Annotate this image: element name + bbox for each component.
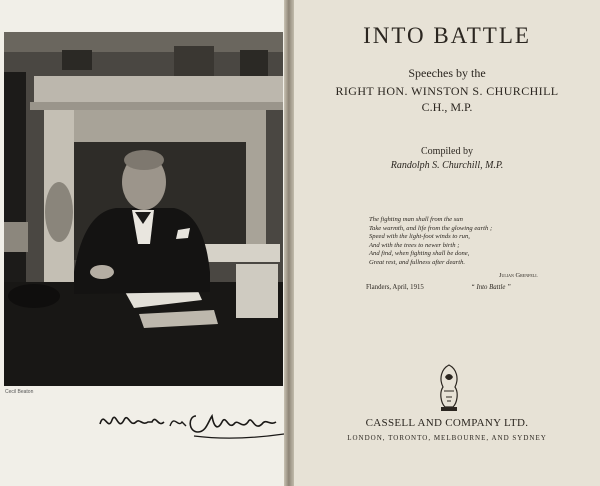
book-subtitle: Speeches by the	[408, 66, 486, 80]
poem-attribution: Julian Grenfell	[499, 272, 538, 279]
poem-source: “ Into Battle ”	[471, 284, 511, 291]
poem-line: Take warmth, and life from the glowing earth ;	[369, 224, 493, 232]
author-name: RIGHT HON. WINSTON S. CHURCHILL	[335, 84, 559, 98]
poem-line: The fighting man shall from the sun	[369, 216, 463, 223]
publisher-cities: LONDON, TORONTO, MELBOURNE, AND SYDNEY	[347, 434, 547, 442]
poem-dateline: Flanders, April, 1915	[366, 284, 424, 291]
compiler-name: Randolph S. Churchill, M.P.	[390, 160, 504, 171]
portrait-illustration	[4, 32, 283, 386]
publisher-emblem-icon	[435, 363, 463, 415]
portrait-photograph	[4, 32, 283, 386]
churchill-signature	[96, 402, 286, 450]
epigraph-poem	[369, 216, 569, 268]
book-title: INTO BATTLE	[363, 23, 531, 48]
title-page	[294, 0, 600, 486]
poem-line: And find, when fighting shall be done,	[369, 250, 470, 258]
poem-line: And with the trees to newer birth ;	[369, 241, 460, 249]
compiled-by-label: Compiled by	[421, 146, 473, 157]
frontispiece-page	[0, 0, 290, 486]
author-honours: C.H., M.P.	[421, 100, 473, 114]
poem-line: Great rest, and fullness after dearth.	[369, 258, 466, 266]
poem-line: Speed with the light-foot winds to run,	[369, 233, 470, 241]
publisher-name: CASSELL AND COMPANY LTD.	[365, 417, 529, 429]
photo-credit: Cecil Beaton	[5, 389, 34, 395]
